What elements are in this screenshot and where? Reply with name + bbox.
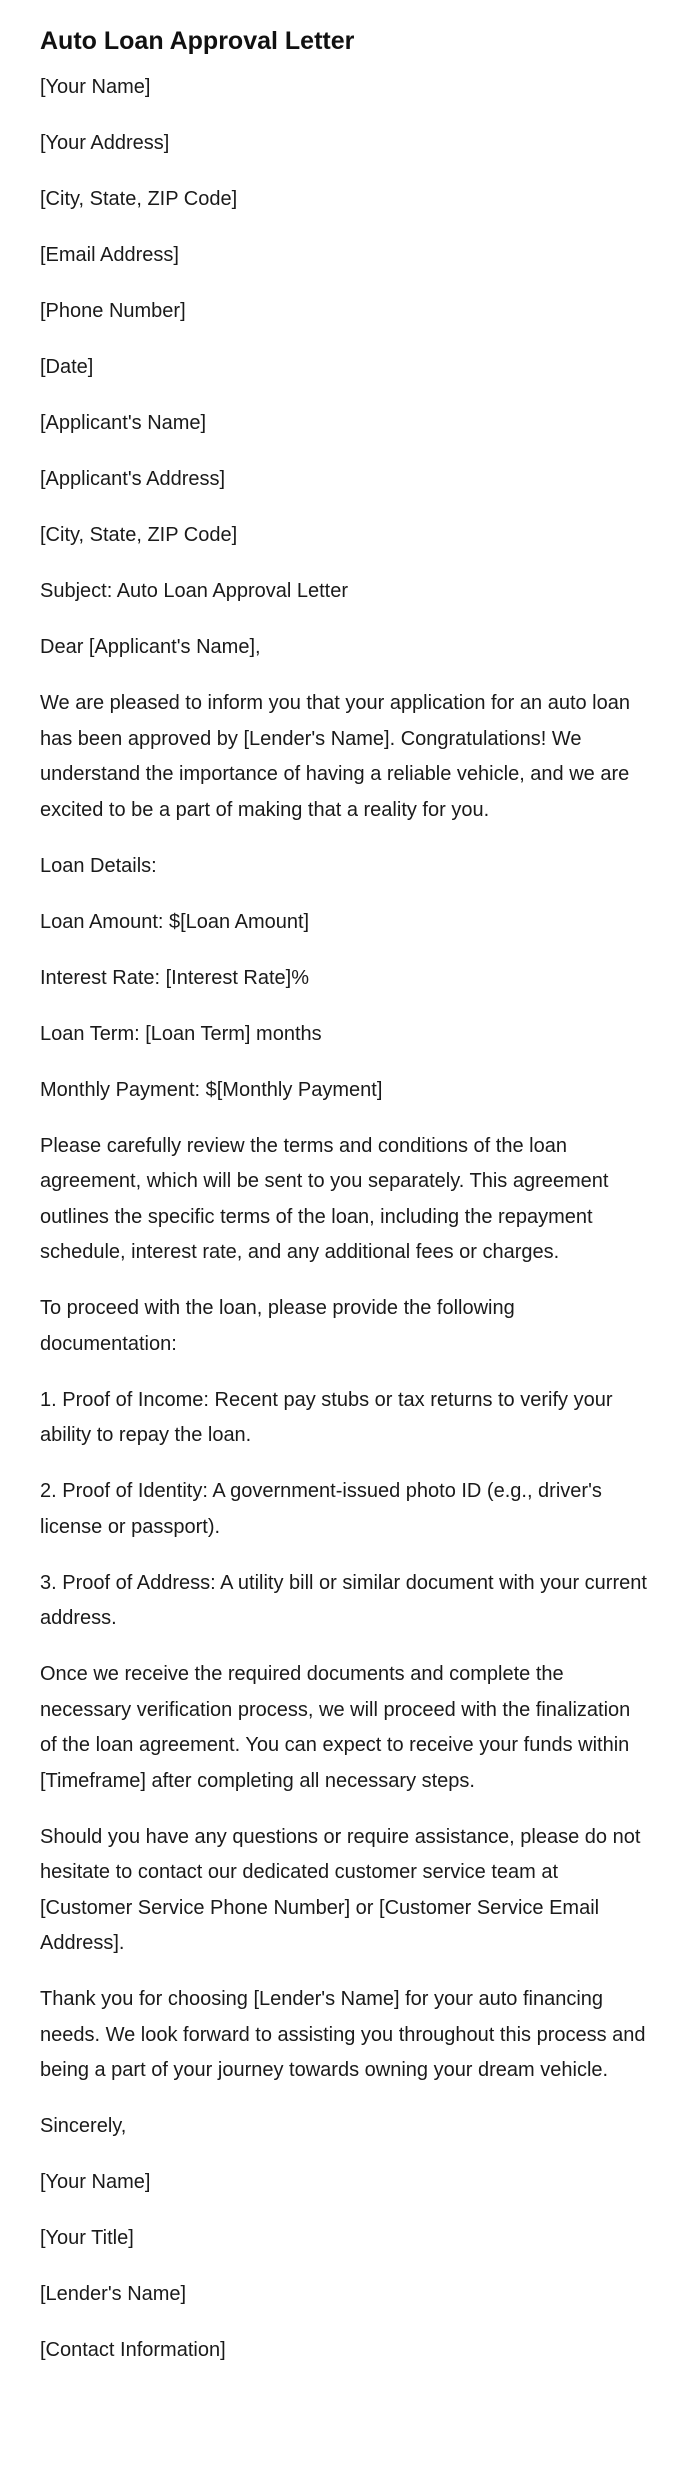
list-item-proof-of-address: 3. Proof of Address: A utility bill or similar document with your current address. — [40, 1571, 647, 1629]
sender-address: [Your Address] — [40, 132, 170, 154]
loan-amount: Loan Amount: $[Loan Amount] — [40, 910, 310, 933]
contact-paragraph: Should you have any questions or require assistance, please do not hesitate to contact our dedicated customer service team at [Customer Service Phone Number] or [Customer Service Email Address]. — [40, 1825, 641, 1954]
documentation-intro: To proceed with the loan, please provide the following documentation: — [40, 1297, 515, 1355]
loan-term: Loan Term: [Loan Term] months — [40, 1022, 322, 1045]
signature-title: [Your Title] — [40, 2227, 134, 2249]
applicant-name: [Applicant's Name] — [40, 412, 207, 434]
sender-phone: [Phone Number] — [40, 300, 186, 322]
loan-details-heading: Loan Details: — [40, 854, 157, 877]
list-item-proof-of-income: 1. Proof of Income: Recent pay stubs or tax returns to verify your ability to repay the loan. — [40, 1388, 613, 1446]
list-item-proof-of-identity: 2. Proof of Identity: A government-issued photo ID (e.g., driver's license or passport). — [40, 1480, 602, 1538]
monthly-payment: Monthly Payment: $[Monthly Payment] — [40, 1078, 383, 1101]
interest-rate: Interest Rate: [Interest Rate]% — [40, 966, 310, 989]
subject-line: Subject: Auto Loan Approval Letter — [40, 580, 348, 602]
approval-paragraph: We are pleased to inform you that your application for an auto loan has been approved by [Lender's Name]. Congratulations! We understand the importance of having a reliable vehicle, and we are excited to be a part of making that a reality for you. — [40, 692, 630, 821]
terms-paragraph: Please carefully review the terms and conditions of the loan agreement, which will be sent to you separately. This agreement outlines the specific terms of the loan, including the repayment schedule, interest rate, and any additional fees or charges. — [40, 1134, 609, 1263]
sender-city-state-zip: [City, State, ZIP Code] — [40, 188, 238, 210]
signature-lender: [Lender's Name] — [40, 2283, 187, 2305]
next-steps-paragraph: Once we receive the required documents and complete the necessary verification process, we will proceed with the finalization of the loan agreement. You can expect to receive your funds within [Timeframe] after completing all necessary steps. — [40, 1663, 631, 1792]
signature-contact: [Contact Information] — [40, 2339, 226, 2361]
applicant-address: [Applicant's Address] — [40, 468, 226, 490]
closing: Sincerely, — [40, 2115, 127, 2137]
page-title: Auto Loan Approval Letter — [40, 27, 355, 55]
thank-you-paragraph: Thank you for choosing [Lender's Name] for your auto financing needs. We look forward to assisting you throughout this process and being a part of your journey towards owning your dream vehicle. — [40, 1988, 646, 2081]
letter-body — [40, 70, 650, 2389]
sender-email: [Email Address] — [40, 244, 179, 266]
sender-name: [Your Name] — [40, 76, 151, 98]
salutation: Dear [Applicant's Name], — [40, 636, 261, 658]
signature-name: [Your Name] — [40, 2171, 151, 2193]
applicant-city-state-zip: [City, State, ZIP Code] — [40, 524, 238, 546]
letter-date: [Date] — [40, 356, 94, 378]
